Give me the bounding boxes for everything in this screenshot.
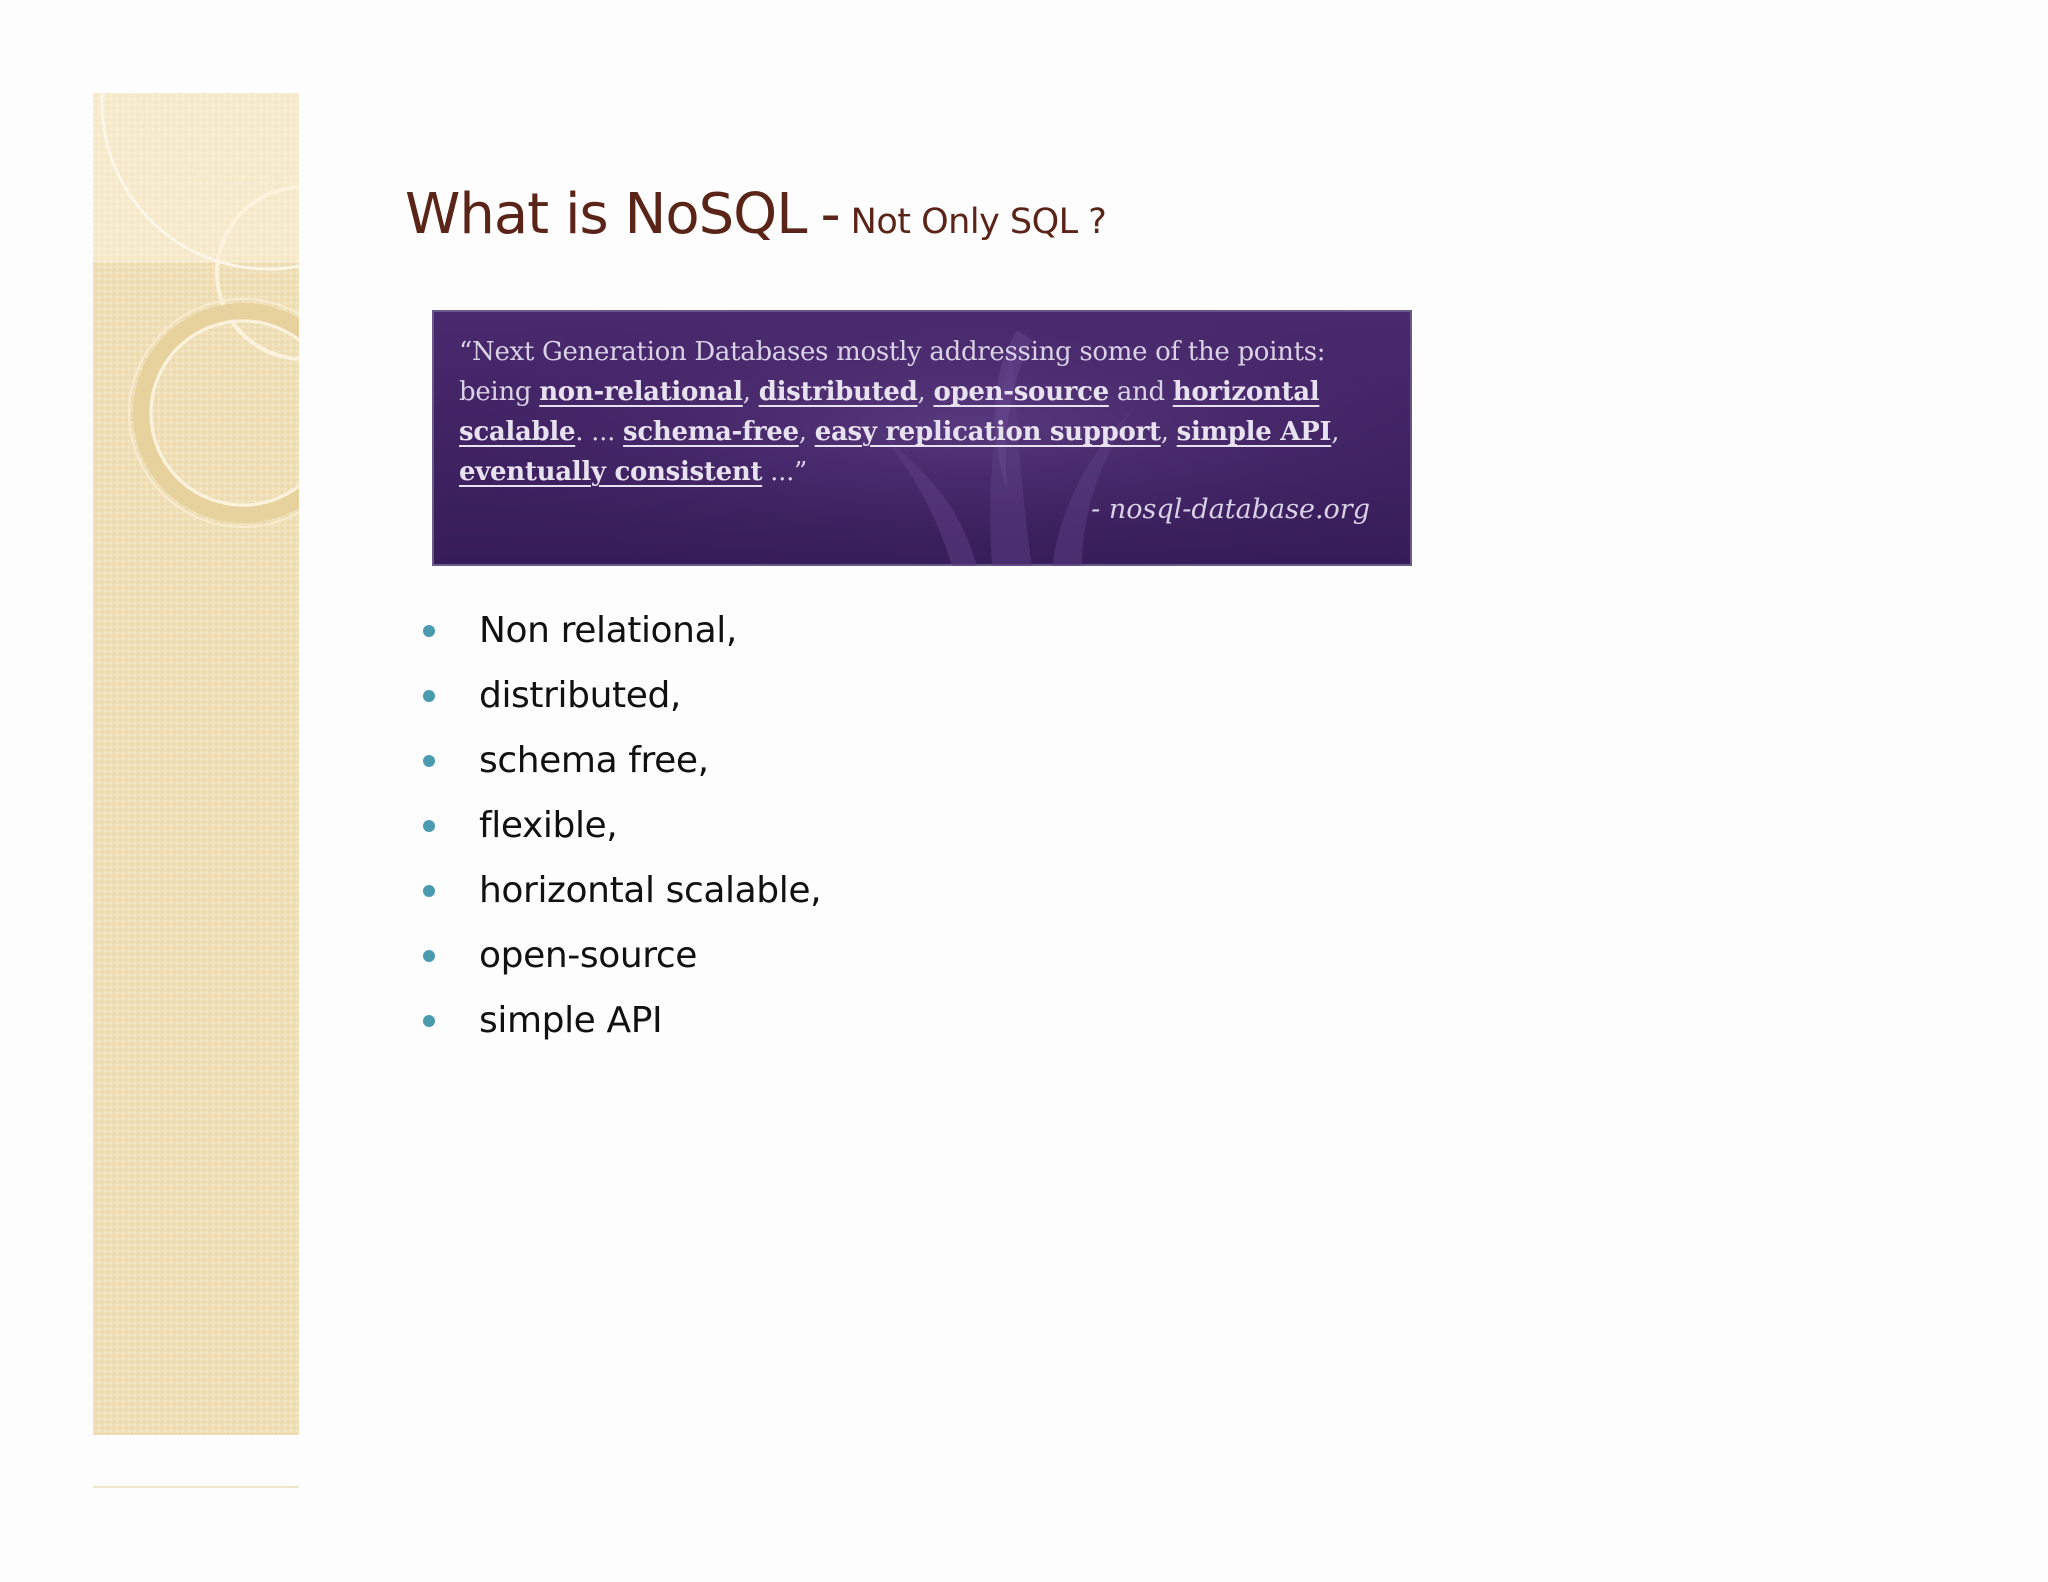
quote-text-part: and xyxy=(1108,377,1173,407)
bullet-text: schema free, xyxy=(479,740,709,781)
quote-link-non-relational[interactable]: non-relational xyxy=(539,377,743,407)
bullet-text: distributed, xyxy=(479,675,681,716)
bullet-dot-icon xyxy=(423,820,435,832)
bullet-item xyxy=(420,733,821,798)
sidebar-rings-ornament xyxy=(93,93,299,1435)
quote-text-part: ...” xyxy=(762,457,808,487)
slide-title xyxy=(405,182,1106,247)
bullet-dot-icon xyxy=(423,755,435,767)
quote-text-part: , xyxy=(798,417,815,447)
bullet-item xyxy=(420,993,821,1058)
sidebar-divider xyxy=(93,1486,299,1488)
bullet-text: simple API xyxy=(479,1000,663,1041)
quote-text xyxy=(459,332,1359,492)
slide-title-subtitle: Not Only SQL ? xyxy=(850,202,1107,242)
bullet-dot-icon xyxy=(423,950,435,962)
quote-link-distributed[interactable]: distributed xyxy=(758,377,918,407)
slide-title-main: What is NoSQL xyxy=(405,182,807,247)
bullet-text: horizontal scalable, xyxy=(479,870,822,911)
bullet-dot-icon xyxy=(423,885,435,897)
bullet-list xyxy=(420,603,821,1058)
quote-source: - nosql-database.org xyxy=(1091,494,1370,525)
quote-link-simple-api[interactable]: simple API xyxy=(1176,417,1332,447)
bullet-text: flexible, xyxy=(479,805,618,846)
slide-title-separator: - xyxy=(820,182,841,247)
quote-image-box xyxy=(432,310,1412,566)
bullet-item xyxy=(420,668,821,733)
quote-text-part: , xyxy=(1331,417,1340,447)
bullet-item xyxy=(420,928,821,993)
quote-link-horizontal-scalable[interactable]: horizontal scalable xyxy=(459,377,1320,447)
quote-text-part: , xyxy=(917,377,934,407)
quote-text-part: “Next Generation Databases mostly addressing some of the points: being xyxy=(459,337,1326,407)
bullet-dot-icon xyxy=(423,690,435,702)
quote-link-open-source[interactable]: open-source xyxy=(933,377,1109,407)
quote-link-eventually-consistent[interactable]: eventually consistent xyxy=(459,457,763,487)
quote-link-schema-free[interactable]: schema-free xyxy=(623,417,799,447)
quote-text-part: . ... xyxy=(575,417,624,447)
bullet-item xyxy=(420,798,821,863)
bullet-item xyxy=(420,863,821,928)
bullet-dot-icon xyxy=(423,1015,435,1027)
bullet-text: open-source xyxy=(479,935,697,976)
bullet-item xyxy=(420,603,821,668)
bullet-dot-icon xyxy=(423,625,435,637)
decorative-sidebar xyxy=(93,93,299,1435)
quote-text-part: , xyxy=(742,377,759,407)
quote-text-part: , xyxy=(1160,417,1177,447)
quote-link-easy-replication-support[interactable]: easy replication support xyxy=(814,417,1161,447)
bullet-text: Non relational, xyxy=(479,610,737,651)
